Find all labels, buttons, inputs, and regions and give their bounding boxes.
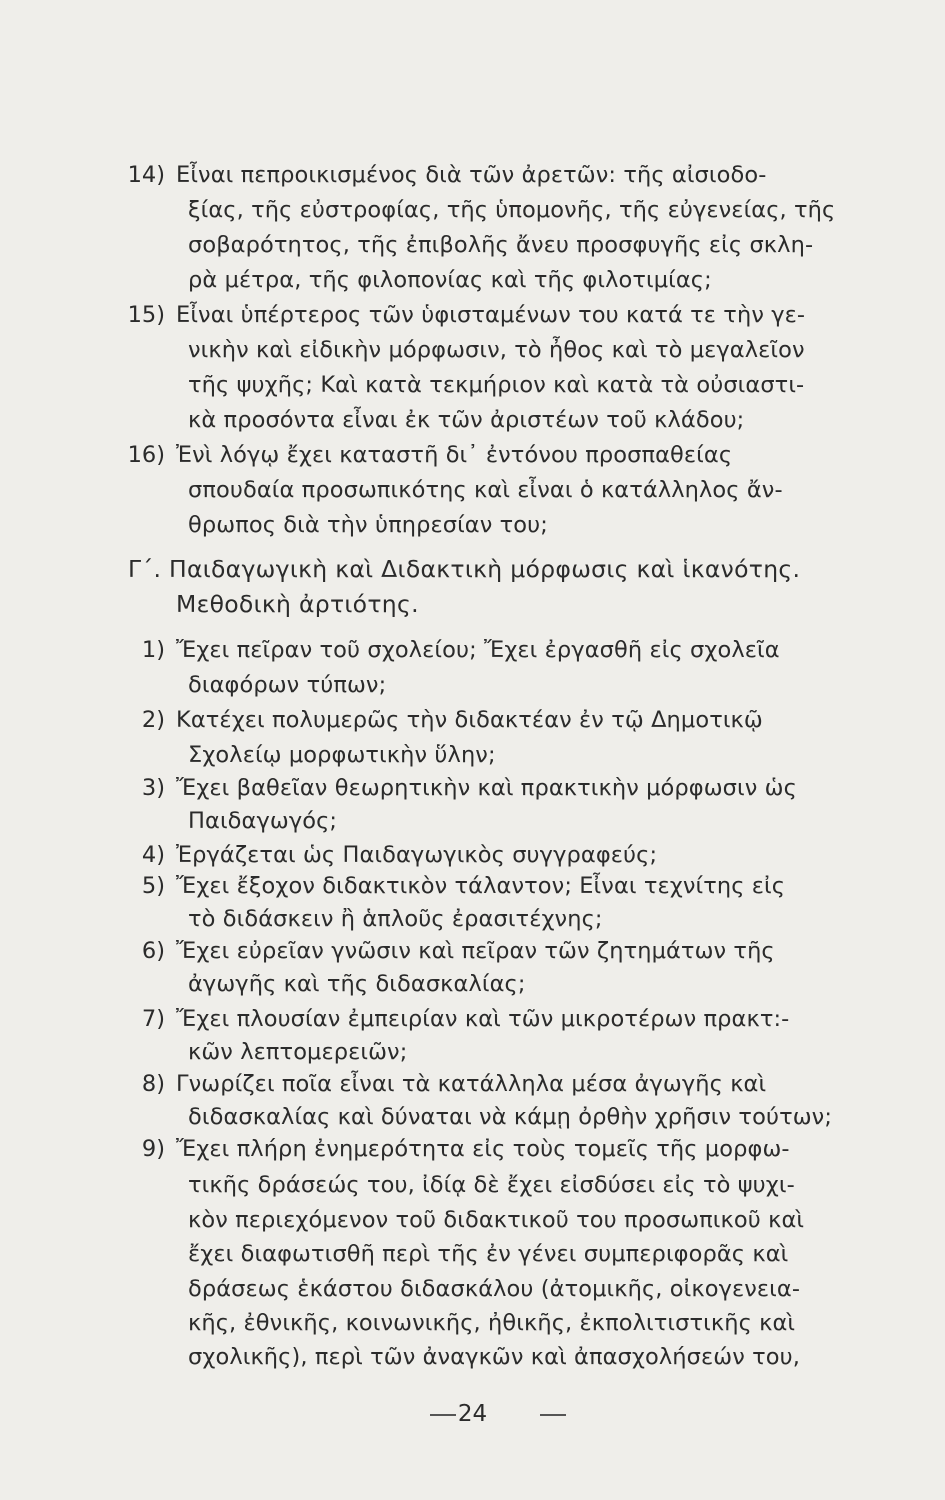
text-line: Ἐνὶ λόγῳ ἔχει καταστῆ δι᾽ ἐντόνου προσπαθείας [176, 442, 733, 468]
text-line [176, 158, 866, 192]
item-number: 16) [127, 442, 165, 468]
section-subheading: Μεθοδικὴ ἀρτιότης. [176, 590, 419, 618]
text-line: Εἶναι ὑπέρτερος τῶν ὑφισταμένων του κατά τε τὴν γε- [176, 302, 806, 328]
text-line: Ἔχει βαθεῖαν θεωρητικὴν καὶ πρακτικὴν μόρφωσιν ὡς [176, 775, 797, 801]
item-number: 4) [141, 842, 165, 868]
text-line: Ἔχει πλήρη ἐνημερότητα εἰς τοὺς τομεῖς τῆς μορφω- [176, 1136, 790, 1162]
text-line: Παιδαγωγός; [188, 808, 338, 834]
text-line: κὸν περιεχόμενον τοῦ διδακτικοῦ του προσωπικοῦ καὶ [188, 1207, 805, 1233]
text-line: σχολικῆς), περὶ τῶν ἀναγκῶν καὶ ἀπασχολήσεών του, [188, 1344, 801, 1370]
text-line: Ἔχει εὐρεῖαν γνῶσιν καὶ πεῖραν τῶν ζητημάτων τῆς [176, 938, 775, 964]
text-line: ρὰ μέτρα, τῆς φιλοπονίας καὶ τῆς φιλοτιμίας; [188, 267, 712, 293]
page-number-dash-right [540, 1414, 566, 1416]
item-number: 9) [141, 1136, 165, 1162]
item-number: 6) [141, 938, 165, 964]
text-line: διαφόρων τύπων; [188, 672, 387, 698]
text-line: Ἐργάζεται ὡς Παιδαγωγικὸς συγγραφεύς; [176, 842, 658, 868]
item-number: 8) [141, 1071, 165, 1097]
text-line: τὸ διδάσκειν ἢ ἁπλοῦς ἐρασιτέχνης; [188, 906, 603, 932]
text-line: κῆς, ἐθνικῆς, κοινωνικῆς, ἠθικῆς, ἐκπολιτιστικῆς καὶ [188, 1310, 796, 1336]
text-line: σπουδαία προσωπικότης καὶ εἶναι ὁ κατάλληλος ἄν- [188, 477, 783, 503]
text-line: κῶν λεπτομερειῶν; [188, 1039, 408, 1065]
text-line: τικῆς δράσεώς του, ἰδίᾳ δὲ ἔχει εἰσδύσει εἰς τὸ ψυχι- [188, 1172, 795, 1198]
text-line: Ἔχει ἔξοχον διδακτικὸν τάλαντον; Εἶναι τεχνίτης εἰς [176, 873, 786, 899]
item-number: 3) [141, 775, 165, 801]
text-line: διδασκαλίας καὶ δύναται νὰ κάμῃ ὀρθὴν χρῆσιν τούτων; [188, 1104, 832, 1130]
item-number: 7) [141, 1006, 165, 1032]
page-number: 24 [457, 1401, 488, 1427]
text-line: νικὴν καὶ εἰδικὴν μόρφωσιν, τὸ ἦθος καὶ τὸ μεγαλεῖον [188, 337, 805, 363]
item-number: 2) [141, 707, 165, 733]
text-line: κὰ προσόντα εἶναι ἐκ τῶν ἀριστέων τοῦ κλάδου; [188, 407, 745, 433]
item-number: 5) [141, 873, 165, 899]
text-line: Ἔχει πλουσίαν ἐμπειρίαν καὶ τῶν μικροτέρων πρακτ:- [176, 1006, 790, 1032]
text-line: Γνωρίζει ποῖα εἶναι τὰ κατάλληλα μέσα ἀγωγῆς καὶ [176, 1071, 767, 1097]
text-line: ξίας, τῆς εὐστροφίας, τῆς ὑπομονῆς, τῆς εὐγενείας, τῆς [188, 197, 836, 223]
item-number: 1) [141, 637, 165, 663]
text-line: Ἔχει πεῖραν τοῦ σχολείου; Ἔχει ἐργασθῆ εἰς σχολεῖα [176, 637, 780, 663]
item-number: 15) [127, 302, 165, 328]
section-heading: Γ΄. Παιδαγωγικὴ καὶ Διδακτικὴ μόρφωσις καὶ ἱκανότης. [128, 555, 801, 583]
text-line: Κατέχει πολυμερῶς τὴν διδακτέαν ἐν τῷ Δημοτικῷ [176, 707, 763, 733]
text-line: θρωπος διὰ τὴν ὑπηρεσίαν του; [188, 512, 548, 538]
item-number: 14) [127, 162, 165, 188]
text-line: σοβαρότητος, τῆς ἐπιβολῆς ἄνευ προσφυγῆς εἰς σκλη- [188, 232, 814, 258]
text-line: Σχολείῳ μορφωτικὴν ὕλην; [188, 742, 496, 768]
text-line: ἀγωγῆς καὶ τῆς διδασκαλίας; [188, 971, 526, 997]
text-line: ἔχει διαφωτισθῆ περὶ τῆς ἐν γένει συμπεριφορᾶς καὶ [188, 1241, 789, 1267]
text-line: τῆς ψυχῆς; Καὶ κατὰ τεκμήριον καὶ κατὰ τὰ οὐσιαστι- [188, 372, 805, 398]
text-line: δράσεως ἑκάστου διδασκάλου (ἀτομικῆς, οἰκογενεια- [188, 1276, 801, 1302]
text-line-content: Εἶναι πεπροικισμένος διὰ τῶν ἀρετῶν: τῆς αἰσιοδο- [176, 162, 767, 188]
